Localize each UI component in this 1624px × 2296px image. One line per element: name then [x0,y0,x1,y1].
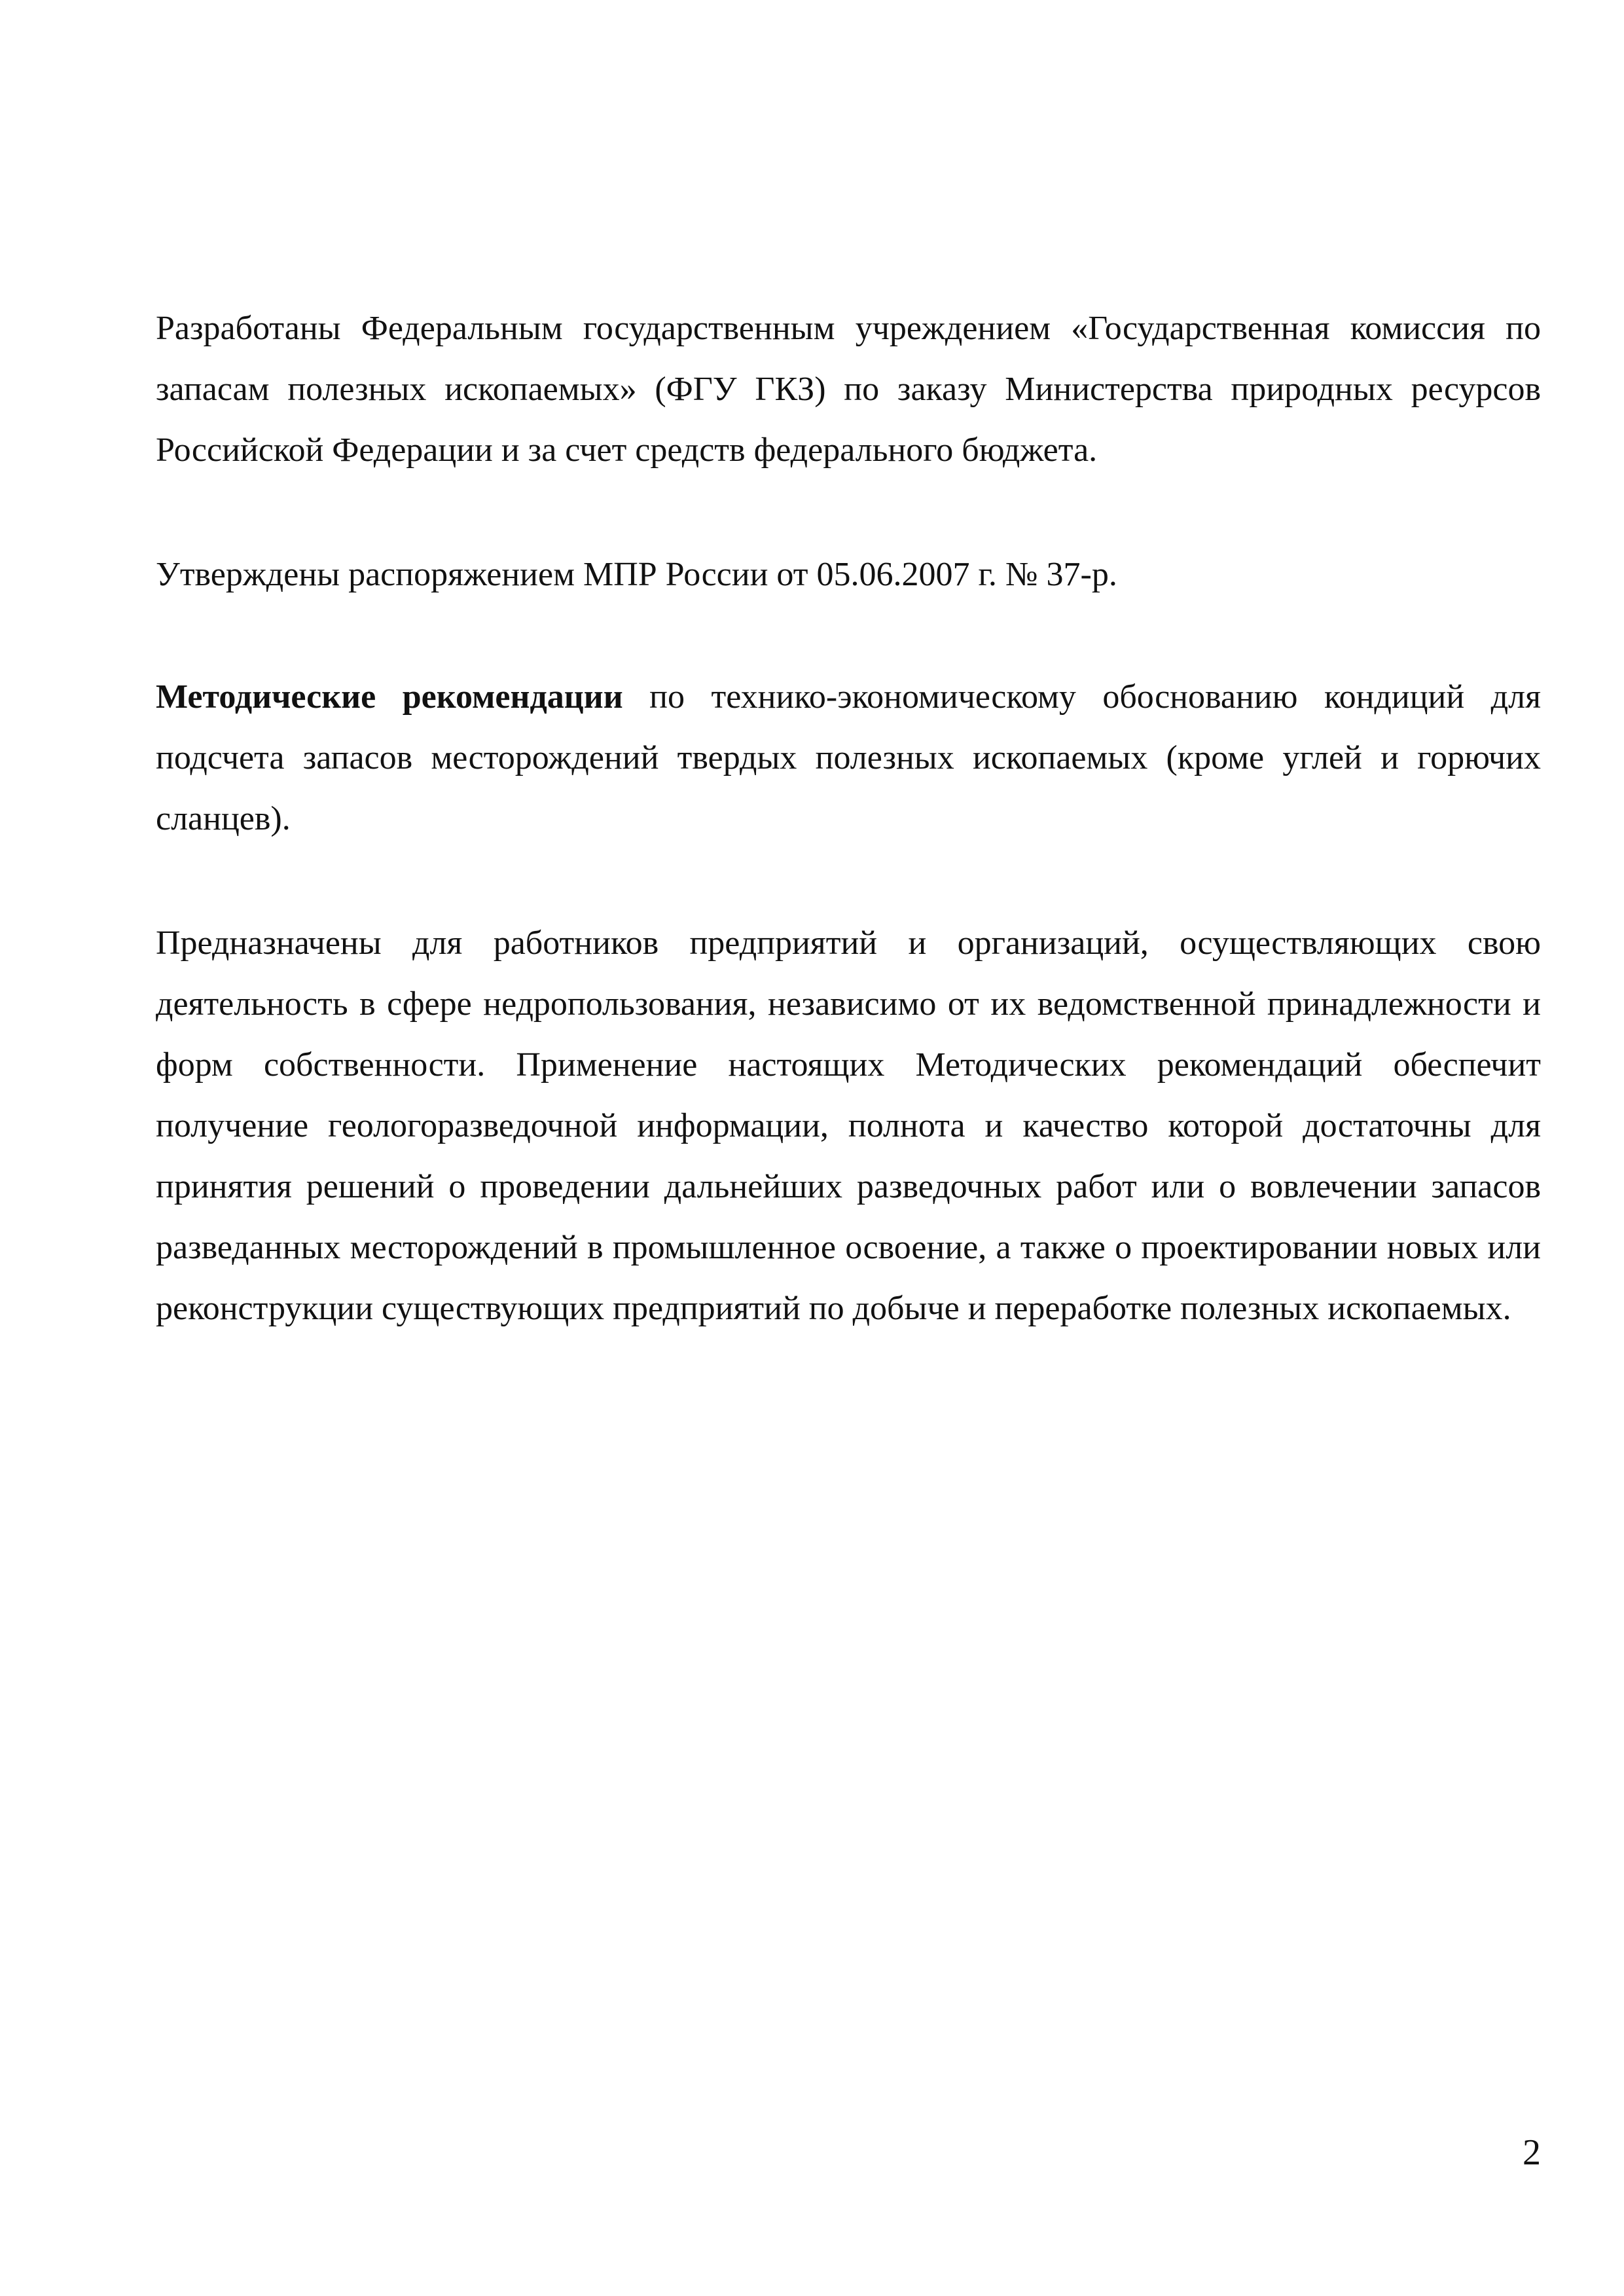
page-number: 2 [1523,2132,1541,2173]
developer-text: Разработаны Федеральным государственным учреждением «Государственная комиссия по запасам полезных ископаемых» (ФГУ ГКЗ) по заказу Министерства природных ресурсов Российской Федерации и за счет средств федерального бюджета. [156,310,1541,469]
title-text [156,666,1541,849]
purpose-paragraph [156,913,1541,1339]
purpose-text: Предназначены для работников предприятий и организаций, осуществляющих свою деятельность в сфере недропользования, независимо от их ведомственной принадлежности и форм собственности. Применение настоящих Методических рекомендаций обеспечит получение геологоразведочной информации, полнота и качество которой достаточны для принятия решений о проведении дальнейших разведочных работ или о вовлечении запасов разведанных месторождений в промышленное освоение, а также о проектировании новых или реконструкции существующих предприятий по добыче и переработке полезных ископаемых. [156,924,1541,1327]
approval-paragraph [156,544,1541,605]
title-rest: по технико-экономическому обоснованию кондиций для подсчета запасов месторождений твердых полезных ископаемых (кроме углей и горючих сланцев). [156,678,1542,837]
title-paragraph [156,666,1541,849]
approval-text: Утверждены распоряжением МПР России от 05.06.2007 г. № 37-р. [156,556,1117,593]
title-bold-term: Методические рекомендации [156,678,623,716]
developer-paragraph [156,298,1541,481]
